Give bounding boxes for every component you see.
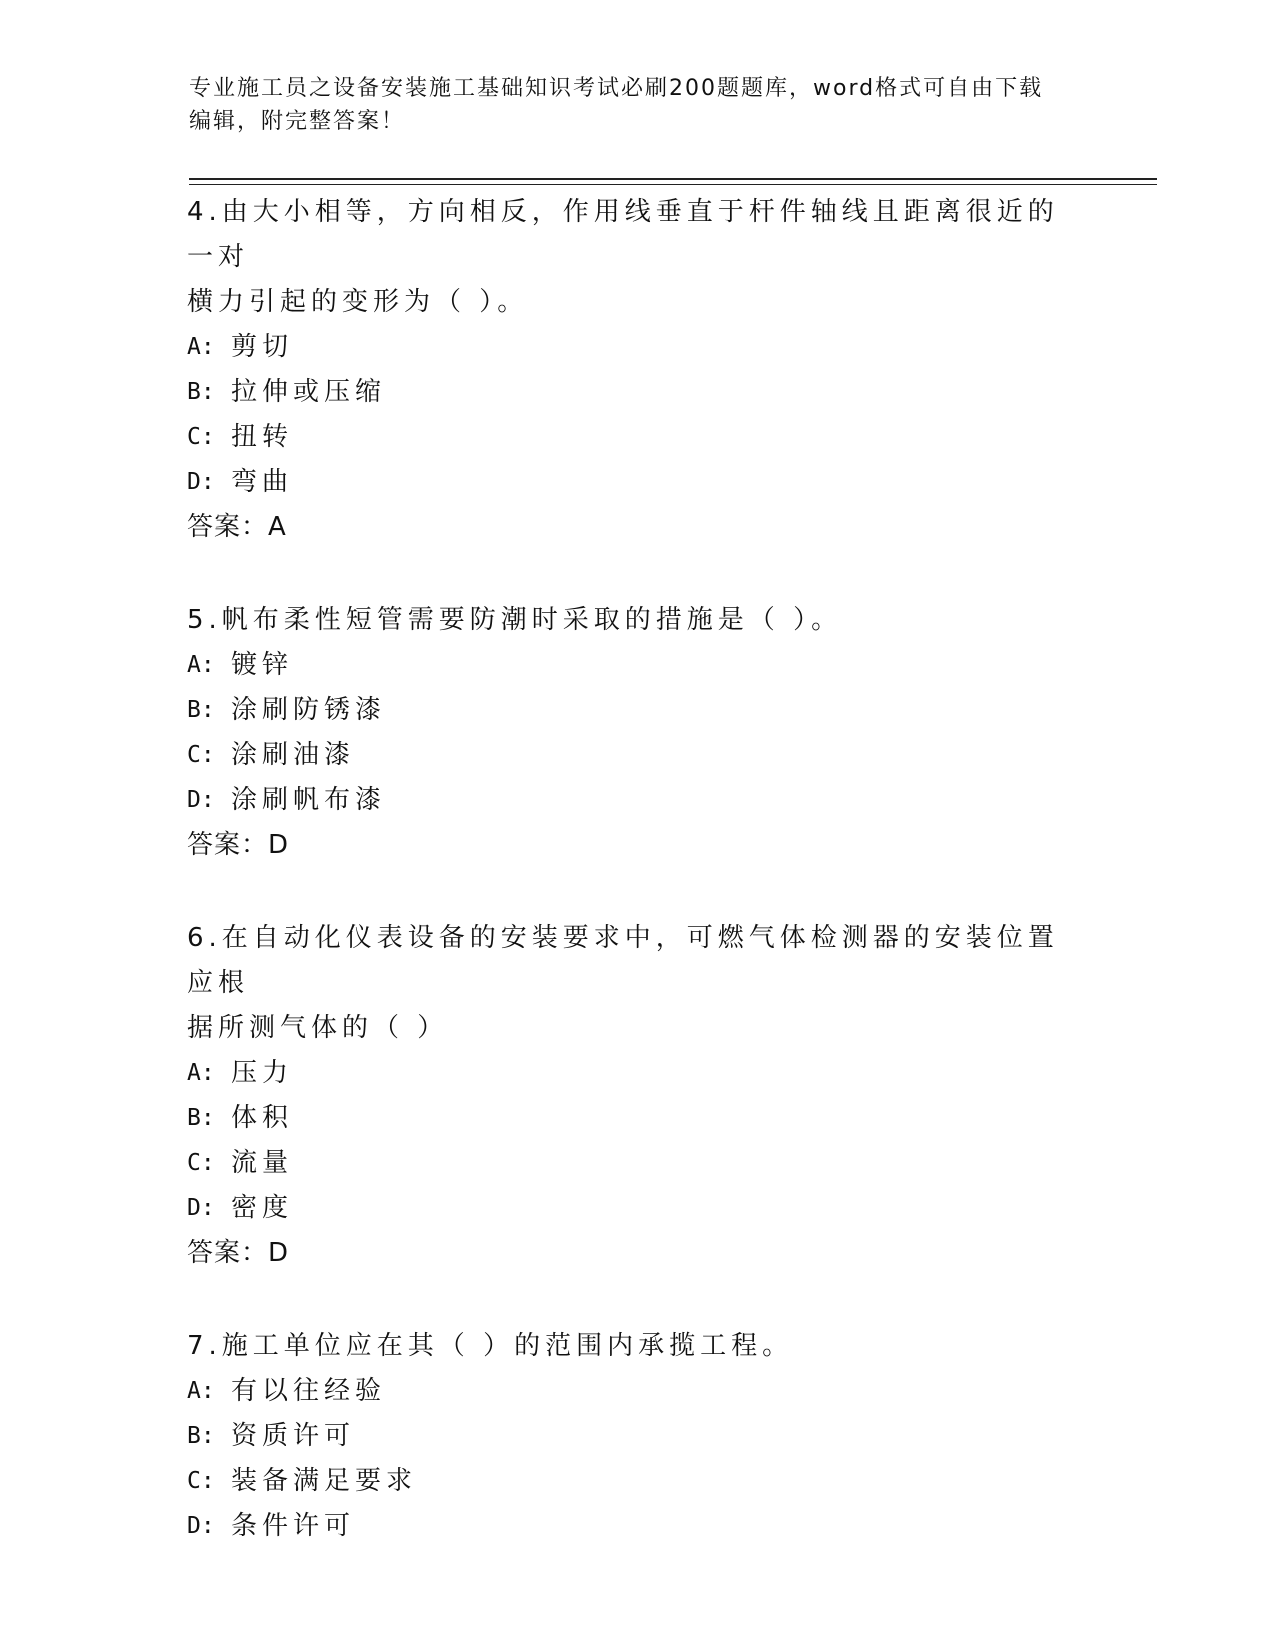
header-line-2: 编辑，附完整答案！ bbox=[189, 109, 406, 134]
question-6 bbox=[187, 916, 1087, 1276]
option-a bbox=[187, 325, 1087, 370]
option-c bbox=[187, 415, 1087, 460]
answer: 答案：D bbox=[187, 830, 290, 860]
option-d bbox=[187, 1504, 1087, 1549]
option-text: 扭转 bbox=[231, 422, 294, 452]
option-b bbox=[187, 1414, 1087, 1459]
option-d bbox=[187, 460, 1087, 505]
option-d bbox=[187, 778, 1087, 823]
question-text-line: 据所测气体的（ ） bbox=[187, 1013, 449, 1043]
question-list bbox=[187, 190, 1087, 1597]
option-text: 涂刷油漆 bbox=[231, 740, 356, 770]
header-divider-thin bbox=[189, 184, 1157, 185]
option-b bbox=[187, 1096, 1087, 1141]
question-text-line: 6.在自动化仪表设备的安装要求中，可燃气体检测器的安装位置应根 bbox=[187, 923, 1059, 998]
answer: 答案：A bbox=[187, 512, 287, 542]
option-b bbox=[187, 688, 1087, 733]
option-text: 装备满足要求 bbox=[231, 1466, 418, 1496]
option-text: 弯曲 bbox=[231, 467, 294, 497]
question-7 bbox=[187, 1324, 1087, 1549]
question-4 bbox=[187, 190, 1087, 550]
option-letter: A: bbox=[187, 652, 215, 678]
option-a bbox=[187, 1369, 1087, 1414]
option-a bbox=[187, 643, 1087, 688]
answer: 答案：D bbox=[187, 1238, 290, 1268]
option-text: 资质许可 bbox=[231, 1421, 356, 1451]
option-letter: B: bbox=[187, 1423, 215, 1449]
option-letter: D: bbox=[187, 1195, 215, 1221]
option-letter: D: bbox=[187, 787, 215, 813]
option-letter: C: bbox=[187, 1468, 215, 1494]
option-text: 压力 bbox=[231, 1058, 294, 1088]
option-letter: B: bbox=[187, 697, 215, 723]
option-text: 剪切 bbox=[231, 332, 294, 362]
option-letter: C: bbox=[187, 1150, 215, 1176]
option-text: 条件许可 bbox=[231, 1511, 356, 1541]
option-c bbox=[187, 1141, 1087, 1186]
question-text-line: 7.施工单位应在其（ ）的范围内承揽工程。 bbox=[187, 1331, 794, 1361]
option-letter: A: bbox=[187, 334, 215, 360]
option-letter: D: bbox=[187, 469, 215, 495]
option-c bbox=[187, 733, 1087, 778]
option-letter: A: bbox=[187, 1060, 215, 1086]
option-letter: A: bbox=[187, 1378, 215, 1404]
option-letter: B: bbox=[187, 1105, 215, 1131]
option-letter: C: bbox=[187, 424, 215, 450]
header-line-1: 专业施工员之设备安装施工基础知识考试必刷200题题库，word格式可自由下载 bbox=[189, 76, 1044, 101]
option-text: 拉伸或压缩 bbox=[231, 377, 387, 407]
option-a bbox=[187, 1051, 1087, 1096]
option-d bbox=[187, 1186, 1087, 1231]
option-text: 有以往经验 bbox=[231, 1376, 387, 1406]
option-text: 涂刷防锈漆 bbox=[231, 695, 387, 725]
header-divider bbox=[189, 178, 1157, 180]
option-letter: D: bbox=[187, 1513, 215, 1539]
option-c bbox=[187, 1459, 1087, 1504]
option-letter: C: bbox=[187, 742, 215, 768]
option-text: 密度 bbox=[231, 1193, 294, 1223]
question-text-line: 4.由大小相等，方向相反，作用线垂直于杆件轴线且距离很近的一对 bbox=[187, 197, 1059, 272]
document-header bbox=[189, 72, 1089, 138]
option-text: 体积 bbox=[231, 1103, 294, 1133]
option-b bbox=[187, 370, 1087, 415]
question-5 bbox=[187, 598, 1087, 868]
question-text-line: 横力引起的变形为（ ）。 bbox=[187, 287, 529, 317]
option-letter: B: bbox=[187, 379, 215, 405]
option-text: 镀锌 bbox=[231, 650, 294, 680]
option-text: 涂刷帆布漆 bbox=[231, 785, 387, 815]
question-text-line: 5.帆布柔性短管需要防潮时采取的措施是（ ）。 bbox=[187, 605, 843, 635]
option-text: 流量 bbox=[231, 1148, 294, 1178]
